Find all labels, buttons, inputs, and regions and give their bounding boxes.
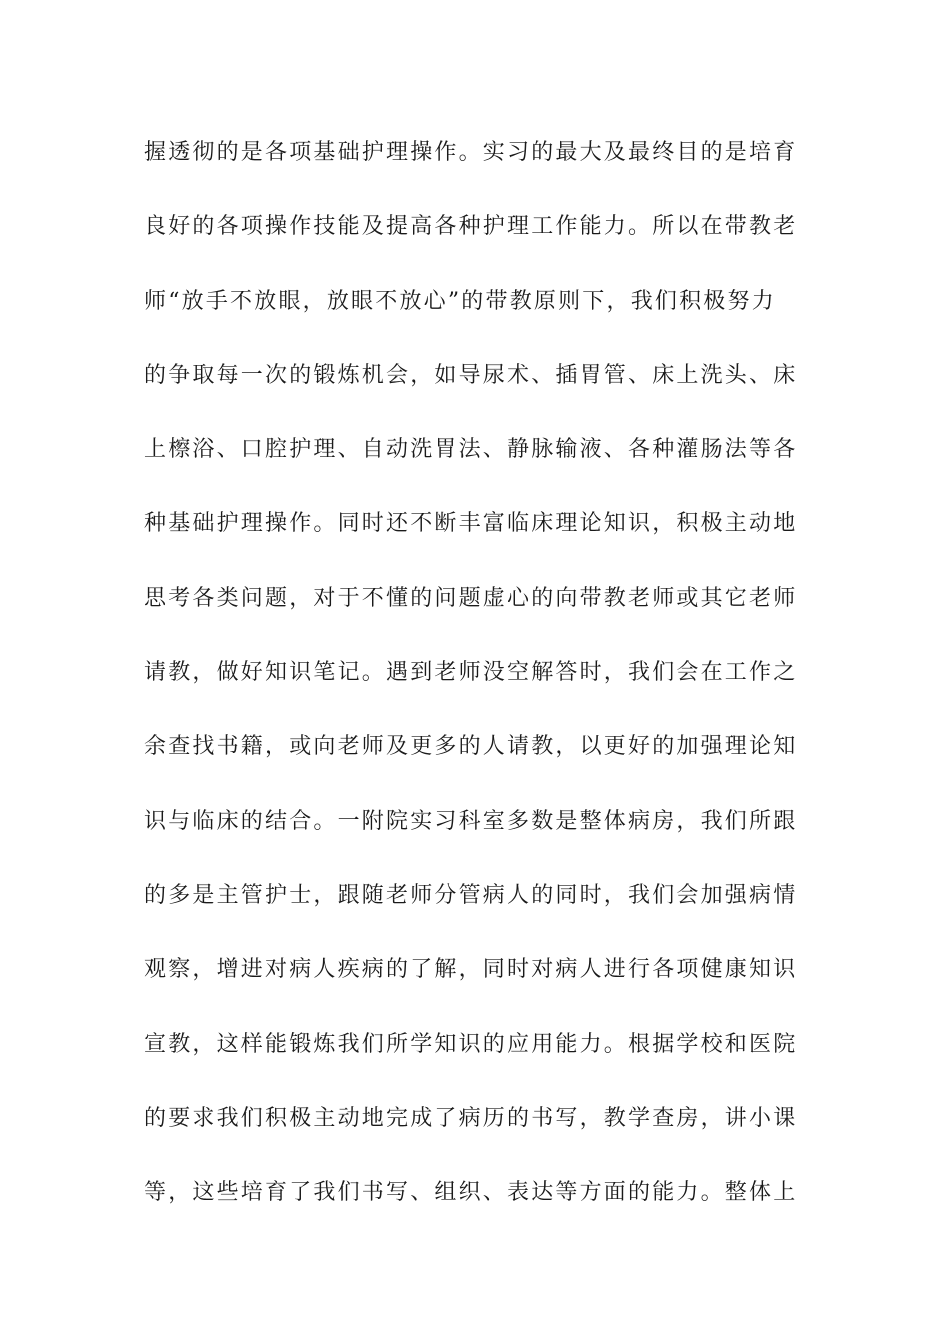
text-line: 良好的各项操作技能及提高各种护理工作能力。所以在带教老 xyxy=(144,214,798,240)
text-line: 宣教，这样能锻炼我们所学知识的应用能力。根据学校和医院 xyxy=(144,1031,798,1057)
text-line: 握透彻的是各项基础护理操作。实习的最大及最终目的是培育 xyxy=(144,140,798,165)
text-line: 的争取每一次的锻炼机会，如导尿术、插胃管、床上洗头、床 xyxy=(144,362,798,388)
text-line: 等，这些培育了我们书写、组织、表达等方面的能力。整体上 xyxy=(144,1180,798,1206)
text-line: 种基础护理操作。同时还不断丰富临床理论知识，积极主动地 xyxy=(144,511,798,537)
text-line: 思考各类问题，对于不懂的问题虚心的向带教老师或其它老师 xyxy=(144,585,798,611)
text-line: 的要求我们积极主动地完成了病历的书写，教学查房，讲小课 xyxy=(144,1105,798,1131)
text-line: 师“放手不放眼，放眼不放心”的带教原则下，我们积极努力 xyxy=(144,288,776,314)
text-line: 识与临床的结合。一附院实习科室多数是整体病房，我们所跟 xyxy=(144,808,798,834)
text-line: 观察，增进对病人疾病的了解，同时对病人进行各项健康知识 xyxy=(144,957,798,983)
text-line: 请教，做好知识笔记。遇到老师没空解答时，我们会在工作之 xyxy=(144,660,798,686)
text-line: 的多是主管护士，跟随老师分管病人的同时，我们会加强病情 xyxy=(144,882,798,908)
body-text xyxy=(144,128,809,1242)
text-line: 余查找书籍，或向老师及更多的人请教，以更好的加强理论知 xyxy=(144,734,798,760)
text-line: 上檫浴、口腔护理、自动洗胃法、静脉输液、各种灌肠法等各 xyxy=(144,437,798,463)
